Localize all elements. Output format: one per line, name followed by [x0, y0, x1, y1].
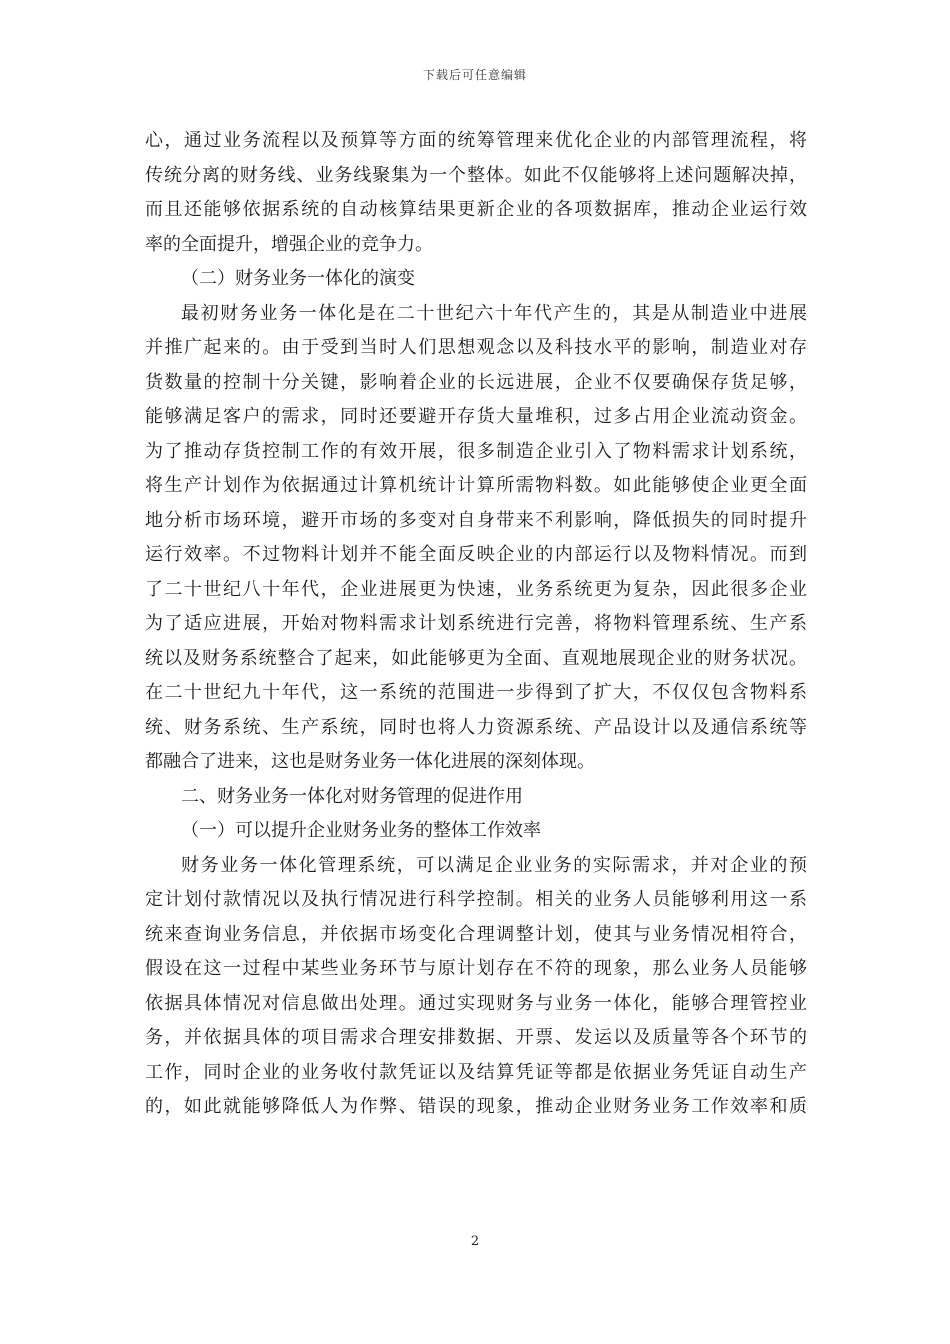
text-line: 心，通过业务流程以及预算等方面的统筹管理来优化企业的内部管理流程，将: [145, 130, 807, 151]
text-line: 都融合了进来，这也是财务业务一体化进展的深刻体现。: [145, 751, 595, 772]
text-line: 统以及财务系统整合了起来，如此能够更为全面、直观地展现企业的财务状况。: [145, 647, 807, 669]
page-header: 下载后可任意编辑: [422, 68, 527, 82]
text-line: 的，如此就能够降低人为作弊、错误的现象，推动企业财务业务工作效率和质: [145, 1096, 807, 1117]
text-line: 率的全面提升，增强企业的竞争力。: [145, 233, 433, 255]
text-line: （二）财务业务一体化的演变: [181, 268, 415, 289]
page-number: 2: [470, 1234, 480, 1249]
text-line: 在二十世纪九十年代，这一系统的范围进一步得到了扩大，不仅仅包含物料系: [145, 682, 807, 703]
text-line: 工作，同时企业的业务收付款凭证以及结算凭证等都是依据业务凭证自动生产: [145, 1061, 807, 1083]
text-line: 定计划付款情况以及执行情况进行科学控制。相关的业务人员能够利用这一系: [145, 889, 807, 910]
text-line: 能够满足客户的需求，同时还要避开存货大量堆积，过多占用企业流动资金。: [145, 406, 807, 427]
body-text: [145, 124, 807, 1125]
text-line: 务，并依据具体的项目需求合理安排数据、开票、发运以及质量等各个环节的: [145, 1027, 807, 1048]
text-line: 依据具体情况对信息做出处理。通过实现财务与业务一体化，能够合理管控业: [145, 992, 807, 1014]
text-line: 财务业务一体化管理系统，可以满足企业业务的实际需求，并对企业的预: [181, 854, 807, 876]
text-line: 最初财务业务一体化是在二十世纪六十年代产生的，其是从制造业中进展: [181, 302, 807, 324]
text-line: （一）可以提升企业财务业务的整体工作效率: [181, 820, 541, 841]
text-line: 而且还能够依据系统的自动核算结果更新企业的各项数据库，推动企业运行效: [145, 199, 807, 220]
text-line: 统、财务系统、生产系统，同时也将人力资源系统、产品设计以及通信系统等: [145, 716, 807, 738]
text-line: 假设在这一过程中某些业务环节与原计划存在不符的现象，那么业务人员能够: [145, 958, 807, 979]
text-line: 为了推动存货控制工作的有效开展，很多制造企业引入了物料需求计划系统，: [145, 440, 807, 462]
text-line: 统来查询业务信息，并依据市场变化合理调整计划，使其与业务情况相符合，: [145, 923, 807, 945]
text-line: 二、财务业务一体化对财务管理的促进作用: [181, 785, 523, 807]
text-line: 货数量的控制十分关键，影响着企业的长远进展，企业不仅要确保存货足够，: [145, 371, 807, 393]
text-line: 地分析市场环境，避开市场的多变对自身带来不利影响，降低损失的同时提升: [145, 509, 807, 531]
text-line: 将生产计划作为依据通过计算机统计计算所需物料数。如此能够使企业更全面: [145, 475, 807, 496]
text-line: 传统分离的财务线、业务线聚集为一个整体。如此不仅能够将上述问题解决掉，: [145, 164, 807, 186]
text-line: 运行效率。不过物料计划并不能全面反映企业的内部运行以及物料情况。而到: [145, 544, 807, 565]
text-line: 了二十世纪八十年代，企业进展更为快速，业务系统更为复杂，因此很多企业: [145, 578, 807, 600]
text-line: 为了适应进展，开始对物料需求计划系统进行完善，将物料管理系统、生产系: [145, 613, 807, 634]
text-line: 并推广起来的。由于受到当时人们思想观念以及科技水平的影响，制造业对存: [145, 337, 807, 358]
